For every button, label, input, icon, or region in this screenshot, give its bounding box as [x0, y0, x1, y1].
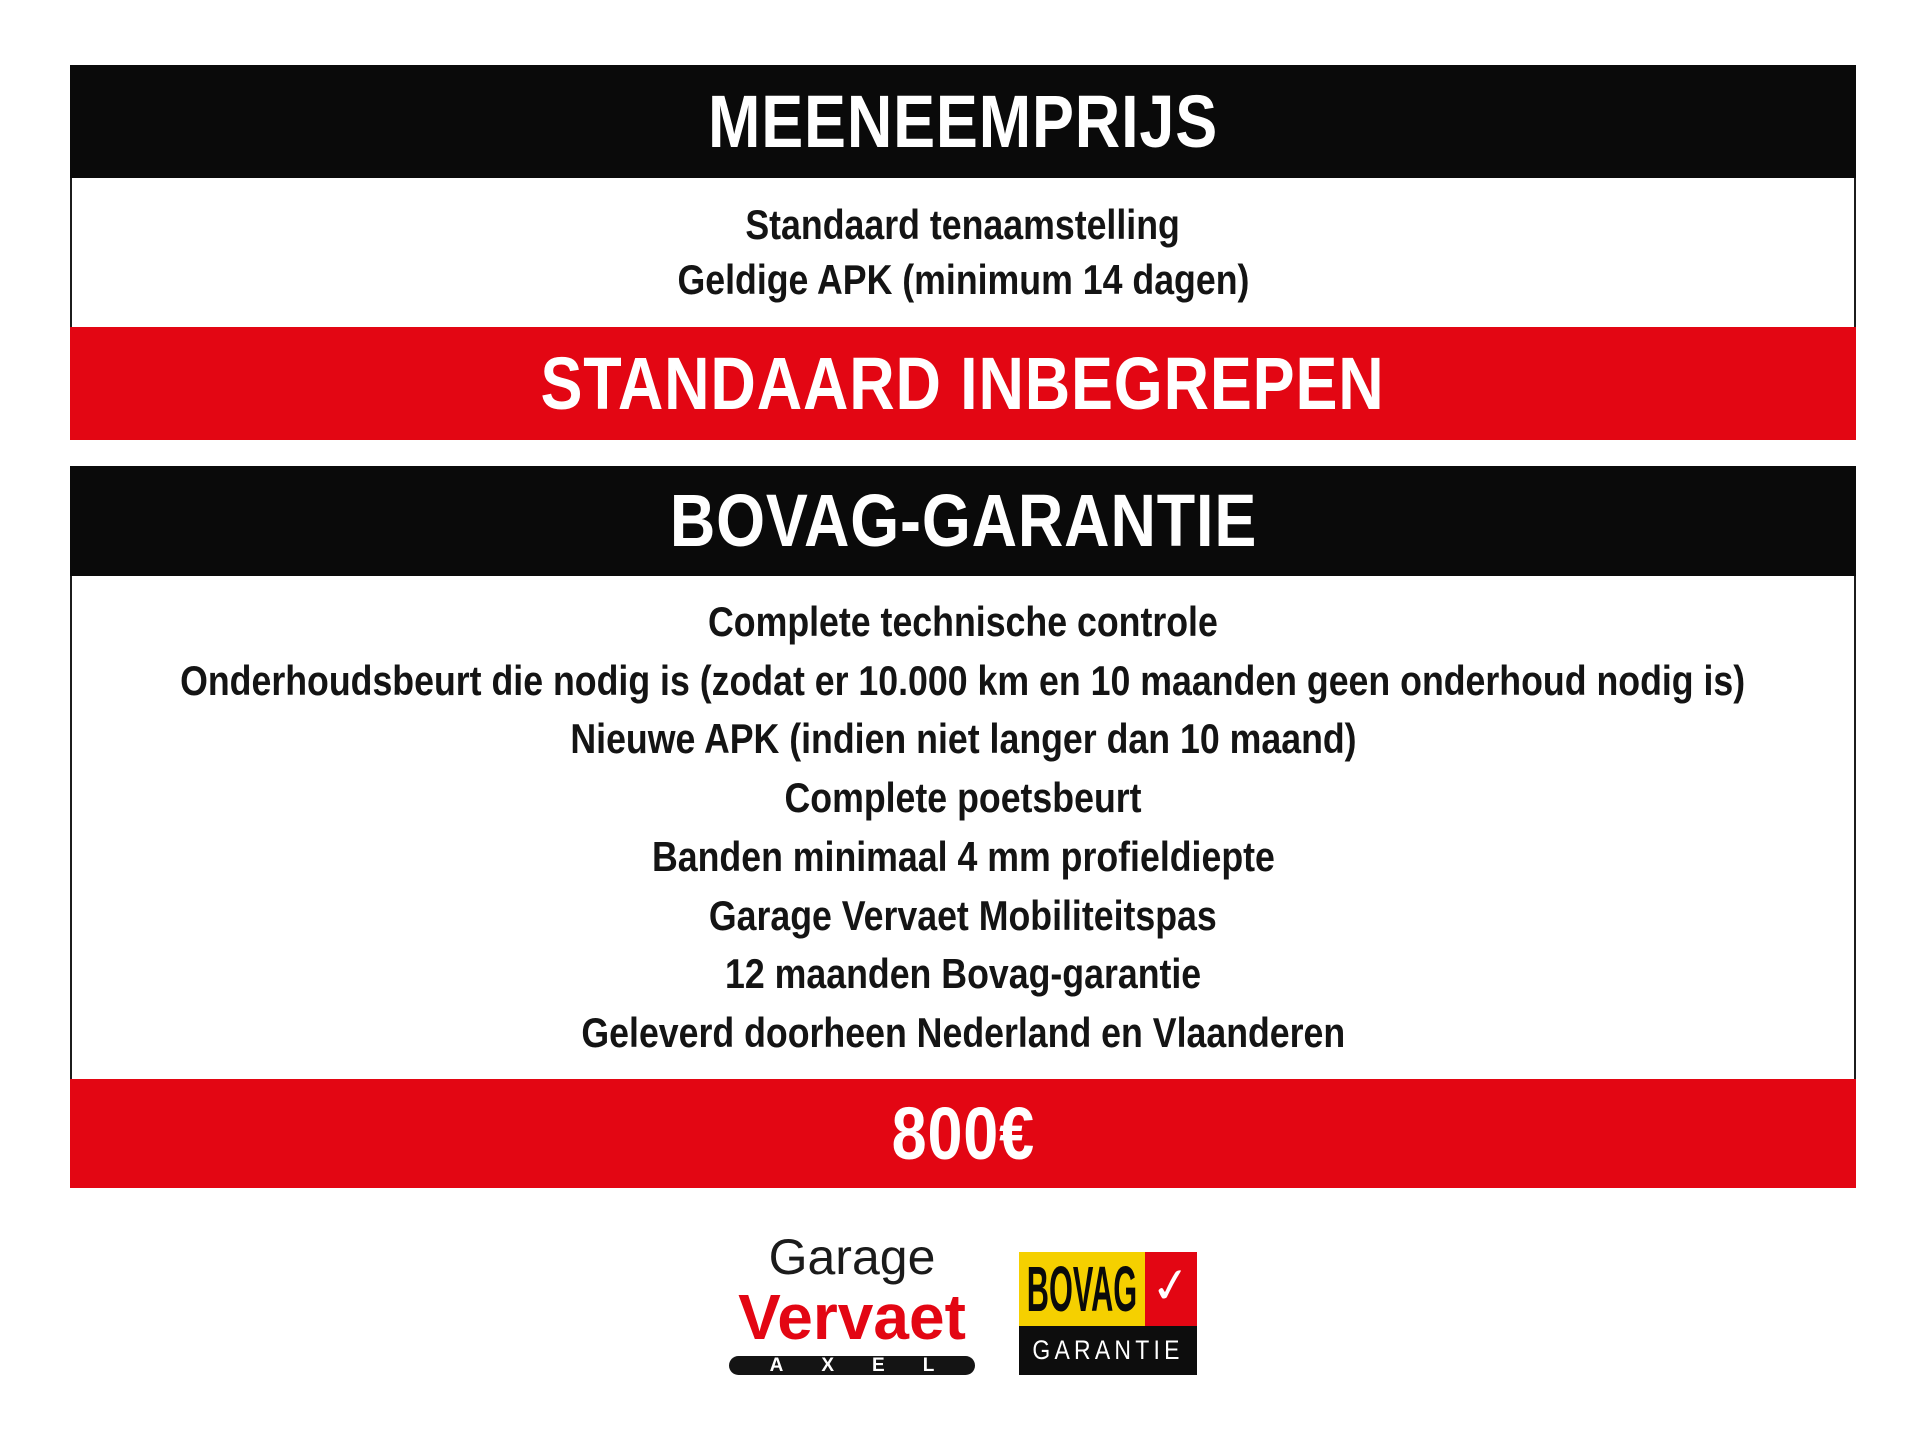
- bovag-garantie-logo: [1019, 1252, 1197, 1375]
- price-sheet: [70, 65, 1856, 1375]
- bovag-logo-top: [1019, 1252, 1197, 1326]
- bovag-item: Banden minimaal 4 mm profieldiepte: [651, 832, 1275, 880]
- standaard-inbegrepen-banner: [70, 327, 1856, 440]
- bovag-item: Nieuwe APK (indien niet langer dan 10 maand): [569, 715, 1357, 763]
- bovag-item: Geleverd doorheen Nederland en Vlaanderen: [581, 1009, 1345, 1057]
- garage-vervaet-logo: [729, 1229, 975, 1376]
- garage-vervaet-location-label: AXEL: [769, 1355, 973, 1376]
- bovag-logo-yellow-block: [1019, 1252, 1145, 1326]
- bovag-item: Complete poetsbeurt: [784, 774, 1142, 822]
- price-banner: [70, 1079, 1856, 1188]
- garage-vervaet-axel-badge: [729, 1356, 975, 1375]
- meeneemprijs-title: MEENEEMPRIJS: [707, 79, 1219, 163]
- meeneemprijs-header-bar: [70, 65, 1856, 178]
- garage-vervaet-word-garage: Garage: [768, 1229, 936, 1285]
- price-label: 800€: [891, 1091, 1035, 1175]
- card-spacer: [70, 440, 1856, 466]
- bovag-garantie-label: GARANTIE: [1032, 1335, 1184, 1365]
- bovag-garantie-title: BOVAG-GARANTIE: [669, 479, 1257, 562]
- checkmark-icon: ✓: [1147, 1257, 1195, 1316]
- meeneemprijs-item: Geldige APK (minimum 14 dagen): [677, 255, 1249, 303]
- bovag-garantie-body: [70, 576, 1856, 1079]
- meeneemprijs-item: Standaard tenaamstelling: [745, 201, 1181, 249]
- bovag-garantie-card: [70, 466, 1856, 1188]
- bovag-item: 12 maanden Bovag-garantie: [724, 950, 1202, 998]
- bovag-item: Garage Vervaet Mobiliteitspas: [709, 891, 1217, 939]
- bovag-wordmark: BOVAG: [1026, 1253, 1138, 1325]
- bovag-garantie-header-bar: [70, 466, 1856, 576]
- bovag-logo-red-block: [1145, 1252, 1197, 1326]
- bovag-logo-black-band: [1019, 1326, 1197, 1375]
- standaard-inbegrepen-label: STANDAARD INBEGREPEN: [540, 341, 1386, 425]
- meeneemprijs-body: [70, 178, 1856, 327]
- bovag-item: Onderhoudsbeurt die nodig is (zodat er 10.000 km en 10 maanden geen onderhoud nodig is): [180, 656, 1746, 704]
- logos-spacer: [70, 1188, 1856, 1252]
- garage-vervaet-word-vervaet: Vervaet: [738, 1281, 966, 1353]
- bovag-item: Complete technische controle: [708, 597, 1218, 645]
- footer-logos: [70, 1229, 1856, 1376]
- meeneemprijs-card: [70, 65, 1856, 440]
